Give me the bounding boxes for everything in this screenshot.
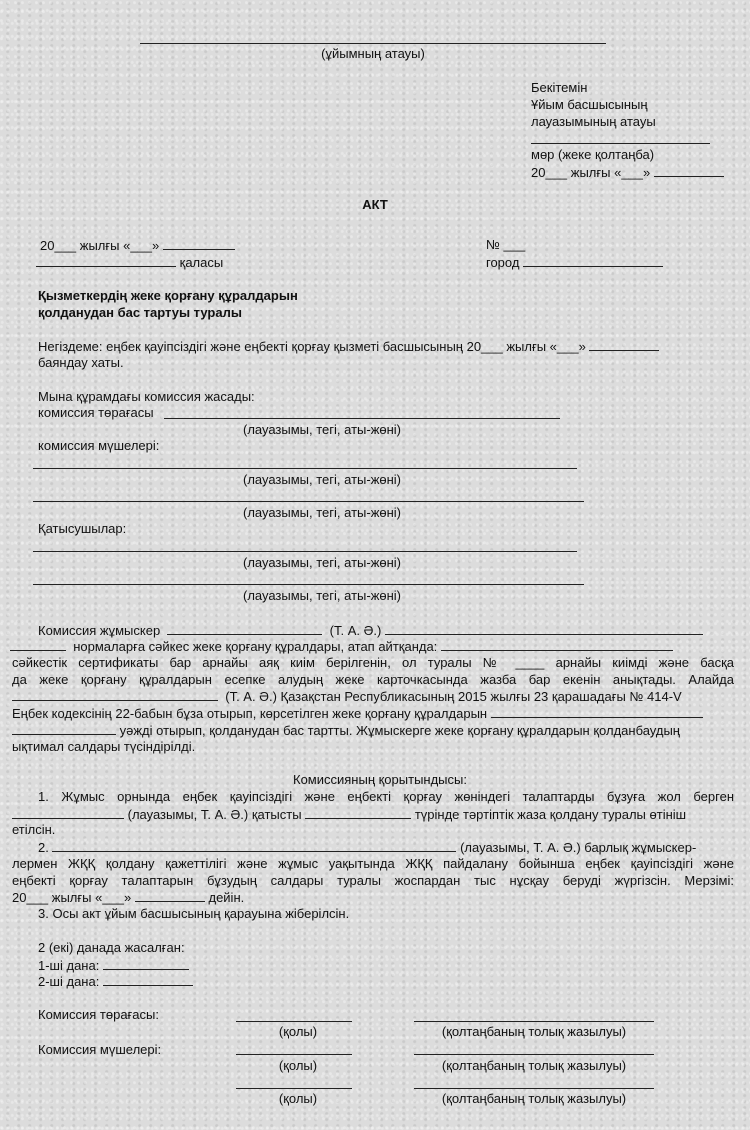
body-line-1: Комиссия жұмыскер (Т. А. Ә.): [38, 622, 703, 639]
member-sign-line-2[interactable]: [236, 1088, 352, 1089]
position-caption: (лауазымы, тегі, аты-жөні): [242, 505, 402, 520]
resolution-title: Комиссияның қорытындысы:: [293, 772, 467, 787]
position-caption: (лауазымы, тегі, аты-жөні): [242, 472, 402, 487]
org-name-line[interactable]: [140, 43, 606, 44]
body-line-3: сәйкестік сертификаты бар арнайы аяқ киім берілгенін, ол туралы № ____ арнайы киімді және басқа: [12, 655, 734, 670]
copy-2: 2-ші дана:: [38, 973, 193, 990]
resolution-1-line-1: 1. Жұмыс орнында еңбек қауіпсіздігі және еңбекті қорғау жөніндегі талаптарды бұзуға жол берген: [38, 789, 734, 804]
resolution-1-line-3: етілсін.: [12, 822, 56, 837]
resolution-2-line-1: 2. (лауазымы, Т. А. Ә.) барлық жұмыскер-: [38, 840, 697, 855]
approve-position-label: лауазымының атауы: [531, 114, 656, 129]
body-line-6: Еңбек кодексінің 22-бабын бұза отырып, көрсетілген жеке қорғану құралдарын: [12, 705, 703, 722]
body-line-4: да жеке қорғану құралдарын есепке алудың жеке карточкасында жазба бар екенін анықтады. Алайда: [12, 672, 734, 687]
member-line-2[interactable]: [33, 501, 584, 502]
approve-stamp-label: мөр (жеке қолтаңба): [531, 147, 655, 162]
position-caption: (лауазымы, тегі, аты-жөні): [242, 555, 402, 570]
approve-date: 20___ жылғы «___»: [531, 164, 724, 181]
resolution-1-line-2: (лауазымы, Т. А. Ә.) қатысты түрінде тәртіптік жаза қолдану туралы өтініш: [12, 806, 686, 823]
copies-label: 2 (екі) данада жасалған:: [38, 940, 185, 955]
approve-label: Бекітемін: [531, 80, 588, 95]
org-name-caption: (ұйымның атауы): [321, 46, 425, 61]
commission-intro: Мына құрамдағы комиссия жасады:: [38, 389, 255, 404]
body-line-7: уәжді отырып, қолданудан бас тартты. Жұмыскерге жеке қорғану құралдарын қолданбаудың: [12, 722, 680, 739]
signature-chair-label: Комиссия төрағасы:: [38, 1007, 159, 1022]
name-caption: (қолтаңбаның толық жазылуы): [441, 1058, 627, 1073]
member-sign-line-1[interactable]: [236, 1054, 352, 1055]
commission-chair-label: комиссия төрағасы: [38, 405, 154, 420]
name-caption: (қолтаңбаның толық жазылуы): [441, 1091, 627, 1106]
subject-line-2: қолданудан бас тартуы туралы: [38, 305, 242, 320]
chair-sign-line[interactable]: [236, 1021, 352, 1022]
act-city: қаласы: [36, 254, 223, 271]
sign-caption: (қолы): [278, 1058, 318, 1073]
subject-line-1: Қызметкердің жеке қорғану құралдарын: [38, 288, 298, 303]
chair-name-line[interactable]: [414, 1021, 654, 1022]
position-caption: (лауазымы, тегі, аты-жөні): [242, 422, 402, 437]
sign-caption: (қолы): [278, 1091, 318, 1106]
basis-line-2: баяндау хаты.: [38, 355, 124, 370]
approve-signature-line[interactable]: [531, 143, 710, 144]
act-town: город: [486, 254, 663, 271]
resolution-2-line-3: еңбекті қорғау талаптарын бұзудың салдары туралы жоспардан тыс нұсқау беруді жүргізсін. Мерзімі:: [12, 873, 734, 888]
resolution-2-line-4: 20___ жылғы «___» дейін.: [12, 890, 245, 905]
member-name-line-2[interactable]: [414, 1088, 654, 1089]
commission-chair-line[interactable]: [164, 418, 560, 419]
participant-line-2[interactable]: [33, 584, 584, 585]
name-caption: (қолтаңбаның толық жазылуы): [441, 1024, 627, 1039]
copy-1: 1-ші дана:: [38, 957, 189, 974]
commission-members-label: комиссия мүшелері:: [38, 438, 160, 453]
basis-line-1: Негіздеме: еңбек қауіпсіздігі және еңбекті қорғау қызметі басшысының 20___ жылғы «___»: [38, 338, 659, 355]
member-line-1[interactable]: [33, 468, 577, 469]
sign-caption: (қолы): [278, 1024, 318, 1039]
member-name-line-1[interactable]: [414, 1054, 654, 1055]
document-title: АКТ: [362, 197, 388, 212]
resolution-3: 3. Осы акт ұйым басшысының қарауына жіберілсін.: [38, 906, 350, 921]
act-date: 20___ жылғы «___»: [40, 237, 235, 254]
body-line-2: нормаларға сәйкес жеке қорғану құралдары, атап айтқанда:: [10, 638, 673, 655]
participant-line-1[interactable]: [33, 551, 577, 552]
position-caption: (лауазымы, тегі, аты-жөні): [242, 588, 402, 603]
approve-head-label: Ұйым басшысының: [531, 97, 648, 112]
body-line-8: ықтимал салдары түсіндірілді.: [12, 739, 196, 754]
signature-members-label: Комиссия мүшелері:: [38, 1042, 162, 1057]
resolution-2-line-2: лермен ЖҚҚ қолдану қажеттілігі және жұмыс уақытында ЖҚҚ пайдалану бойынша еңбек қауіпсіздігі және: [12, 856, 734, 871]
participants-label: Қатысушылар:: [38, 521, 127, 536]
body-line-5: (Т. А. Ә.) Қазақстан Республикасының 2015 жылғы 23 қарашадағы № 414-V: [12, 688, 682, 705]
act-number: № ___: [486, 237, 526, 252]
